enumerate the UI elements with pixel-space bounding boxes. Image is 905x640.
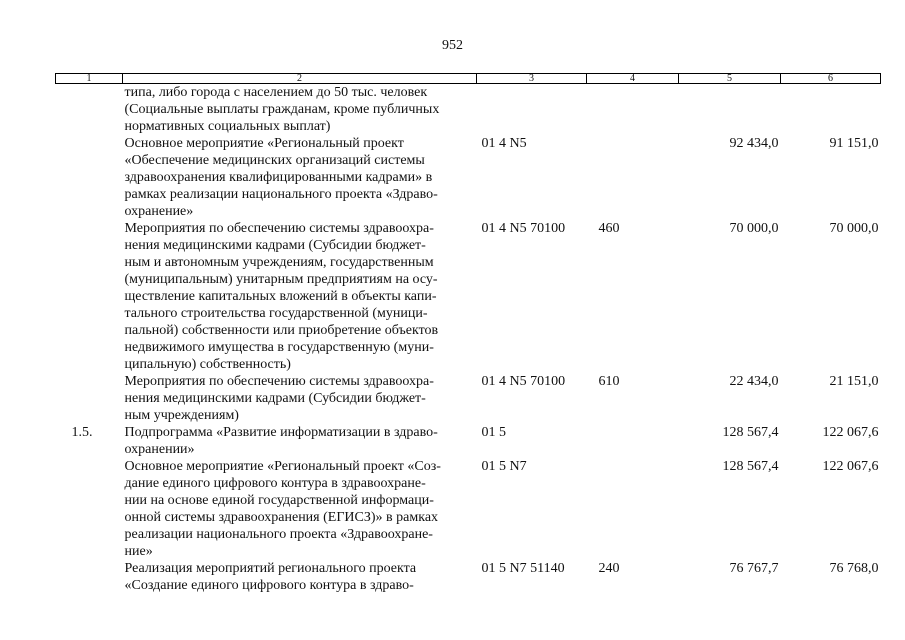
row-amount-col5 <box>679 84 781 136</box>
table-row <box>56 424 881 458</box>
row-number <box>56 220 123 373</box>
row-number: 1.5. <box>71 425 93 440</box>
row-number <box>56 458 123 560</box>
column-header-4: 4 <box>587 74 679 84</box>
column-header-1: 1 <box>56 74 123 84</box>
row-name: Основное мероприятие «Региональный проект «Обеспечение медицинских организаций системы здравоохранения квалифицированными кадрами» в рамках реализации национального проекта «Здраво- охранение» <box>124 136 438 219</box>
row-name: Подпрограмма «Развитие информатизации в здраво- охранении» <box>124 425 438 457</box>
table-row <box>56 220 881 373</box>
table-row <box>56 135 881 220</box>
row-target-code: 01 4 N5 70100 <box>481 374 566 389</box>
row-expense-type <box>587 135 679 220</box>
row-amount-col5: 22 434,0 <box>729 374 779 389</box>
row-target-code <box>477 84 587 136</box>
row-amount-col5: 128 567,4 <box>722 459 779 474</box>
row-target-code: 01 5 <box>481 425 506 440</box>
row-expense-type <box>587 424 679 458</box>
table-row <box>56 560 881 594</box>
row-name: Основное мероприятие «Региональный проект «Соз- дание единого цифрового контура в здравоохране- нии на основе единой государственной информаци- онной системы здравоохранения (ЕГИСЗ)» в рамках реализации национального проекта «Здравоохране- ние» <box>124 459 441 559</box>
row-amount-col6: 21 151,0 <box>829 374 879 389</box>
column-header-3: 3 <box>477 74 587 84</box>
row-target-code: 01 5 N7 <box>481 459 527 474</box>
table-row <box>56 373 881 424</box>
column-header-2: 2 <box>123 74 477 84</box>
row-amount-col6: 122 067,6 <box>822 459 879 474</box>
row-amount-col5: 92 434,0 <box>729 136 779 151</box>
row-name: Реализация мероприятий регионального проекта «Создание единого цифрового контура в здраво- <box>124 561 417 593</box>
table-header <box>56 74 881 84</box>
table-row <box>56 84 881 136</box>
row-name: Мероприятия по обеспечению системы здравоохра- нения медицинскими кадрами (Субсидии бюджет- ным учреждениям) <box>124 374 434 423</box>
row-amount-col5: 76 767,7 <box>729 561 779 576</box>
row-name: Мероприятия по обеспечению системы здравоохра- нения медицинскими кадрами (Субсидии бюджет- ным и автономным учреждениям, государственным (муниципальным) унитарным предприятиям на осу- ществление капитальных вложений в объекты капи- тального строительства государственной (муници- пальной) собственности или приобретение объектов недвижимого имущества в государственную (муни- ципальную) собственность) <box>124 221 439 372</box>
row-amount-col5: 70 000,0 <box>729 221 779 236</box>
row-expense-type <box>587 458 679 560</box>
row-number <box>56 84 123 136</box>
row-expense-type: 240 <box>598 561 620 576</box>
row-target-code: 01 4 N5 <box>481 136 527 151</box>
row-amount-col6: 76 768,0 <box>829 561 879 576</box>
row-name: типа, либо города с населением до 50 тыс. человек (Социальные выплаты гражданам, кроме публичных нормативных социальных выплат) <box>124 85 440 134</box>
table-row <box>56 458 881 560</box>
header-row <box>56 74 881 84</box>
row-expense-type <box>587 84 679 136</box>
row-amount-col6: 122 067,6 <box>822 425 879 440</box>
row-expense-type: 610 <box>598 374 620 389</box>
column-header-5: 5 <box>679 74 781 84</box>
page-number: 952 <box>442 38 463 53</box>
row-amount-col6 <box>781 84 881 136</box>
row-target-code: 01 5 N7 51140 <box>481 561 565 576</box>
row-number <box>56 560 123 594</box>
row-amount-col5: 128 567,4 <box>722 425 779 440</box>
row-amount-col6: 70 000,0 <box>829 221 879 236</box>
row-number <box>56 373 123 424</box>
row-amount-col6: 91 151,0 <box>829 136 879 151</box>
budget-table <box>55 73 881 594</box>
table-body <box>56 84 881 595</box>
row-target-code: 01 4 N5 70100 <box>481 221 566 236</box>
row-number <box>56 135 123 220</box>
column-header-6: 6 <box>781 74 881 84</box>
row-expense-type: 460 <box>598 221 620 236</box>
